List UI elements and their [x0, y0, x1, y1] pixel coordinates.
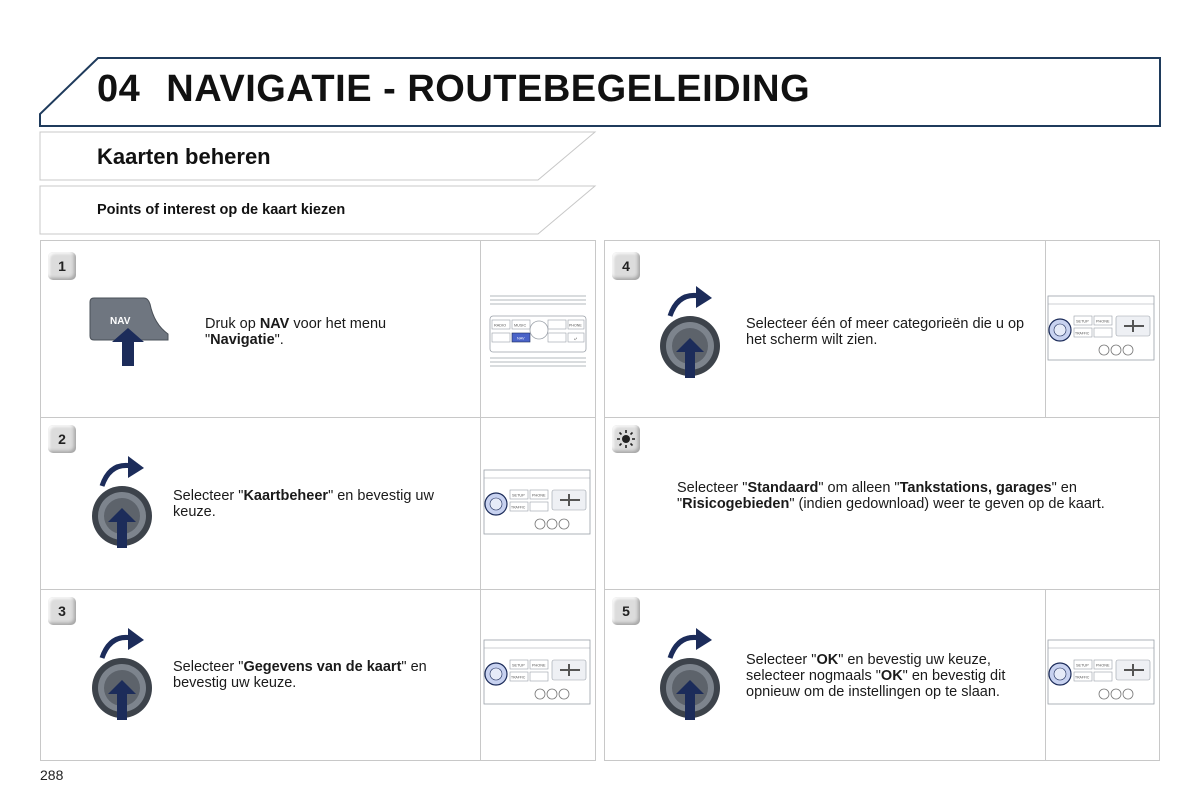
page-number: 288	[40, 767, 64, 783]
setup-label: SETUP	[1076, 663, 1089, 668]
step-3-text	[173, 659, 468, 691]
body-text: " en bevestig uw keuze.	[173, 659, 427, 691]
step-2-text	[173, 488, 458, 520]
traffic-label: TRAFFIC	[511, 675, 526, 680]
divider	[40, 417, 596, 418]
phone-label: PHONE	[532, 493, 546, 498]
divider	[480, 240, 481, 761]
traffic-label: TRAFFIC	[511, 505, 526, 510]
emphasis-text: OK	[880, 668, 903, 684]
body-text: Selecteer één of meer categorieën die u op het scherm wilt zien.	[746, 316, 1025, 348]
step-4-text	[746, 316, 1038, 348]
tip-text	[677, 480, 1132, 512]
divider	[40, 589, 596, 590]
phone-label: PHONE	[569, 323, 582, 328]
body-text: Druk op	[205, 316, 260, 332]
emphasis-text: Risicogebieden	[682, 496, 790, 512]
radio-panel-illustration	[482, 468, 592, 536]
divider	[604, 589, 1160, 590]
phone-label: PHONE	[532, 663, 546, 668]
emphasis-text: Standaard	[747, 480, 819, 496]
radio-panel-illustration	[1046, 638, 1156, 706]
rotary-knob-illustration	[88, 452, 158, 552]
body-text: Selecteer "	[173, 488, 244, 504]
step-badge-1: 1	[48, 252, 76, 280]
step-badge-5: 5	[612, 597, 640, 625]
step-badge-4: 4	[612, 252, 640, 280]
section-title: Kaarten beheren	[97, 144, 271, 169]
body-text: " en "	[677, 480, 1077, 512]
emphasis-text: Kaartbeheer	[243, 488, 329, 504]
emphasis-text: Tankstations, garages	[899, 480, 1052, 496]
body-text: ".	[274, 332, 284, 348]
body-text: " om alleen "	[818, 480, 900, 496]
nav-key-label: NAV	[110, 316, 131, 327]
phone-label: PHONE	[1096, 663, 1110, 668]
rotary-knob-illustration	[656, 624, 726, 724]
chapter-name: NAVIGATIE - ROUTEBEGELEIDING	[166, 68, 811, 110]
emphasis-text: OK	[816, 652, 839, 668]
lightbulb-icon	[612, 425, 640, 453]
rotary-knob-illustration	[656, 282, 726, 382]
nav-label: NAV	[517, 336, 525, 341]
radio-label: RADIO	[494, 323, 507, 328]
subsection-title: Points of interest op de kaart kiezen	[97, 202, 346, 218]
traffic-label: TRAFFIC	[1075, 675, 1090, 680]
radio-panel-illustration	[486, 292, 590, 370]
music-label: MUSIC	[514, 323, 527, 328]
step-badge-3: 3	[48, 597, 76, 625]
step-badge-2: 2	[48, 425, 76, 453]
rotary-knob-illustration	[88, 624, 158, 724]
body-text: Selecteer "	[677, 480, 748, 496]
step-5-text	[746, 652, 1038, 700]
emphasis-text: Navigatie	[210, 332, 275, 348]
body-text: " (indien gedownload) weer te geven op de kaart.	[789, 496, 1105, 512]
body-text: " en bevestig uw keuze.	[173, 488, 434, 520]
chapter-title	[97, 68, 810, 111]
phone-label: PHONE	[1096, 319, 1110, 324]
step-1-text	[205, 316, 445, 348]
body-text: " en bevestig uw keuze, selecteer nogmaals "	[746, 652, 991, 684]
setup-label: SETUP	[1076, 319, 1089, 324]
chapter-number: 04	[97, 68, 141, 110]
body-text: voor het menu "	[205, 316, 387, 348]
emphasis-text: NAV	[259, 316, 290, 332]
radio-panel-illustration	[1046, 294, 1156, 362]
tip-badge	[612, 425, 640, 453]
divider	[604, 417, 1160, 418]
setup-label: SETUP	[512, 493, 525, 498]
radio-panel-illustration	[482, 638, 592, 706]
back-label: ⤶	[574, 336, 577, 342]
emphasis-text: Gegevens van de kaart	[243, 659, 402, 675]
body-text: Selecteer "	[173, 659, 244, 675]
nav-key-illustration	[88, 294, 172, 370]
body-text: " en bevestig dit opnieuw om de instellingen op te slaan.	[746, 668, 1006, 700]
traffic-label: TRAFFIC	[1075, 331, 1090, 336]
body-text: Selecteer "	[746, 652, 817, 668]
setup-label: SETUP	[512, 663, 525, 668]
